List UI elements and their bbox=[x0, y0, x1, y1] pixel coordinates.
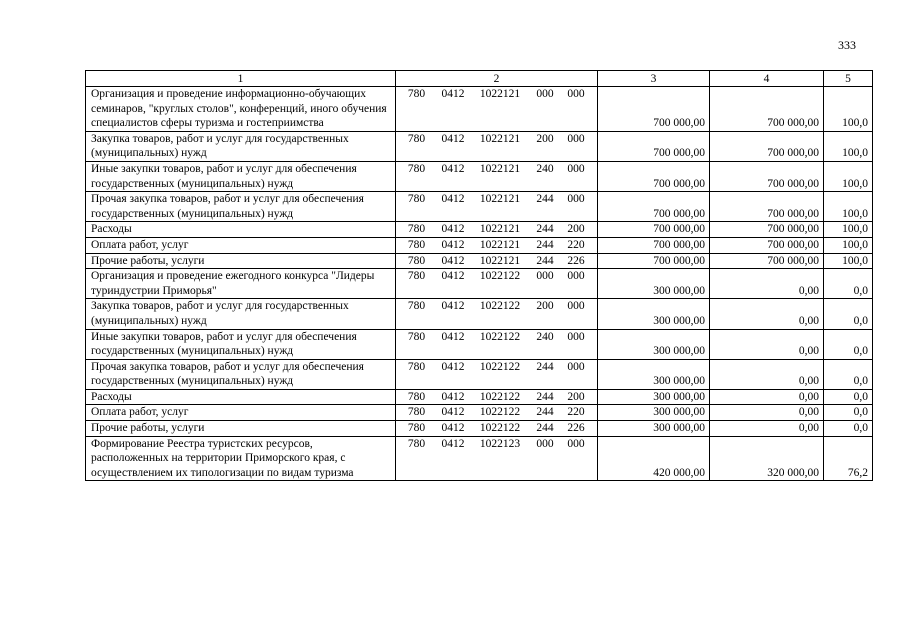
table-row bbox=[86, 436, 873, 481]
code-part-2: 0412 bbox=[441, 390, 465, 403]
row-code bbox=[396, 253, 598, 269]
executed-amount: 0,00 bbox=[710, 405, 824, 421]
code-part-5: 000 bbox=[567, 162, 585, 175]
execution-percent: 0,0 bbox=[824, 405, 873, 421]
execution-percent: 0,0 bbox=[824, 269, 873, 299]
code-part-2: 0412 bbox=[441, 132, 465, 145]
code-part-3: 1022121 bbox=[479, 132, 521, 145]
code-part-5: 226 bbox=[567, 422, 585, 435]
row-name: Прочая закупка товаров, работ и услуг для обеспечения государственных (муниципальных) нужд bbox=[86, 359, 396, 389]
code-part-4: 244 bbox=[536, 223, 554, 236]
execution-percent: 0,0 bbox=[824, 299, 873, 329]
approved-amount: 700 000,00 bbox=[598, 161, 710, 191]
budget-code bbox=[398, 87, 597, 102]
code-part-5: 000 bbox=[567, 330, 585, 343]
code-part-2: 0412 bbox=[441, 437, 465, 450]
row-name: Оплата работ, услуг bbox=[86, 237, 396, 253]
table-row bbox=[86, 329, 873, 359]
table-row bbox=[86, 421, 873, 437]
executed-amount: 700 000,00 bbox=[710, 222, 824, 238]
code-part-4: 244 bbox=[536, 422, 554, 435]
code-part-5: 000 bbox=[567, 132, 585, 145]
row-code bbox=[396, 299, 598, 329]
code-part-4: 244 bbox=[536, 254, 554, 267]
budget-code bbox=[398, 162, 597, 177]
row-name: Прочие работы, услуги bbox=[86, 421, 396, 437]
execution-percent: 76,2 bbox=[824, 436, 873, 481]
row-name: Организация и проведение ежегодного конкурса "Лидеры туриндустрии Приморья" bbox=[86, 269, 396, 299]
row-code bbox=[396, 237, 598, 253]
execution-percent: 0,0 bbox=[824, 389, 873, 405]
approved-amount: 300 000,00 bbox=[598, 269, 710, 299]
budget-code bbox=[398, 330, 597, 345]
row-name: Расходы bbox=[86, 222, 396, 238]
approved-amount: 700 000,00 bbox=[598, 192, 710, 222]
code-part-3: 1022121 bbox=[479, 238, 521, 251]
executed-amount: 700 000,00 bbox=[710, 253, 824, 269]
code-part-3: 1022122 bbox=[479, 330, 521, 343]
code-part-4: 244 bbox=[536, 238, 554, 251]
code-part-1: 780 bbox=[407, 132, 426, 145]
execution-percent: 0,0 bbox=[824, 421, 873, 437]
row-code bbox=[396, 405, 598, 421]
code-part-1: 780 bbox=[407, 193, 426, 206]
code-part-2: 0412 bbox=[441, 223, 465, 236]
row-name: Закупка товаров, работ и услуг для государственных (муниципальных) нужд bbox=[86, 299, 396, 329]
budget-code bbox=[398, 390, 597, 405]
column-header-5: 5 bbox=[824, 71, 873, 87]
code-part-4: 244 bbox=[536, 193, 554, 206]
row-name: Организация и проведение информационно-обучающих семинаров, "круглых столов", конференций, иного обучения специалистов сферы туризма и гостеприимства bbox=[86, 87, 396, 132]
approved-amount: 700 000,00 bbox=[598, 87, 710, 132]
code-part-3: 1022121 bbox=[479, 193, 521, 206]
table-row bbox=[86, 299, 873, 329]
code-part-2: 0412 bbox=[441, 254, 465, 267]
executed-amount: 700 000,00 bbox=[710, 131, 824, 161]
table-header-row bbox=[86, 71, 873, 87]
code-part-5: 000 bbox=[567, 270, 585, 283]
code-part-4: 244 bbox=[536, 390, 554, 403]
executed-amount: 320 000,00 bbox=[710, 436, 824, 481]
budget-code bbox=[398, 192, 597, 207]
row-code bbox=[396, 87, 598, 132]
approved-amount: 700 000,00 bbox=[598, 237, 710, 253]
code-part-3: 1022122 bbox=[479, 270, 521, 283]
approved-amount: 300 000,00 bbox=[598, 421, 710, 437]
code-part-2: 0412 bbox=[441, 422, 465, 435]
code-part-3: 1022123 bbox=[479, 437, 521, 450]
execution-percent: 100,0 bbox=[824, 87, 873, 132]
budget-code bbox=[398, 269, 597, 284]
execution-percent: 0,0 bbox=[824, 329, 873, 359]
approved-amount: 700 000,00 bbox=[598, 131, 710, 161]
budget-code bbox=[398, 437, 597, 452]
code-part-2: 0412 bbox=[441, 360, 465, 373]
code-part-5: 000 bbox=[567, 193, 585, 206]
table-row bbox=[86, 237, 873, 253]
budget-code bbox=[398, 360, 597, 375]
budget-code bbox=[398, 238, 597, 253]
execution-percent: 100,0 bbox=[824, 161, 873, 191]
code-part-4: 000 bbox=[536, 270, 554, 283]
row-name: Иные закупки товаров, работ и услуг для обеспечения государственных (муниципальных) нужд bbox=[86, 329, 396, 359]
column-header-4: 4 bbox=[710, 71, 824, 87]
code-part-4: 000 bbox=[536, 437, 554, 450]
code-part-5: 220 bbox=[567, 406, 585, 419]
code-part-4: 244 bbox=[536, 406, 554, 419]
budget-code bbox=[398, 299, 597, 314]
code-part-5: 220 bbox=[567, 238, 585, 251]
execution-percent: 100,0 bbox=[824, 192, 873, 222]
row-code bbox=[396, 222, 598, 238]
code-part-4: 240 bbox=[536, 162, 554, 175]
budget-code bbox=[398, 132, 597, 147]
execution-percent: 100,0 bbox=[824, 237, 873, 253]
execution-percent: 0,0 bbox=[824, 359, 873, 389]
approved-amount: 300 000,00 bbox=[598, 329, 710, 359]
approved-amount: 300 000,00 bbox=[598, 405, 710, 421]
table-row bbox=[86, 405, 873, 421]
code-part-3: 1022122 bbox=[479, 406, 521, 419]
code-part-1: 780 bbox=[407, 223, 426, 236]
table-row bbox=[86, 389, 873, 405]
code-part-1: 780 bbox=[407, 330, 426, 343]
code-part-2: 0412 bbox=[441, 162, 465, 175]
row-code bbox=[396, 131, 598, 161]
code-part-1: 780 bbox=[407, 238, 426, 251]
code-part-1: 780 bbox=[407, 360, 426, 373]
budget-code bbox=[398, 421, 597, 436]
code-part-2: 0412 bbox=[441, 238, 465, 251]
code-part-1: 780 bbox=[407, 254, 426, 267]
row-code bbox=[396, 192, 598, 222]
code-part-5: 200 bbox=[567, 223, 585, 236]
execution-percent: 100,0 bbox=[824, 131, 873, 161]
executed-amount: 0,00 bbox=[710, 269, 824, 299]
code-part-4: 244 bbox=[536, 360, 554, 373]
code-part-1: 780 bbox=[407, 270, 426, 283]
code-part-1: 780 bbox=[407, 162, 426, 175]
column-header-3: 3 bbox=[598, 71, 710, 87]
executed-amount: 0,00 bbox=[710, 389, 824, 405]
code-part-3: 1022122 bbox=[479, 300, 521, 313]
code-part-5: 000 bbox=[567, 437, 585, 450]
budget-code bbox=[398, 405, 597, 420]
code-part-1: 780 bbox=[407, 437, 426, 450]
code-part-1: 780 bbox=[407, 406, 426, 419]
code-part-1: 780 bbox=[407, 88, 426, 100]
table-row bbox=[86, 253, 873, 269]
execution-percent: 100,0 bbox=[824, 253, 873, 269]
code-part-4: 000 bbox=[536, 88, 554, 100]
row-name: Оплата работ, услуг bbox=[86, 405, 396, 421]
code-part-1: 780 bbox=[407, 390, 426, 403]
code-part-5: 000 bbox=[567, 360, 585, 373]
executed-amount: 700 000,00 bbox=[710, 161, 824, 191]
budget-code bbox=[398, 222, 597, 237]
executed-amount: 700 000,00 bbox=[710, 237, 824, 253]
approved-amount: 700 000,00 bbox=[598, 253, 710, 269]
approved-amount: 300 000,00 bbox=[598, 389, 710, 405]
code-part-3: 1022121 bbox=[479, 254, 521, 267]
row-code bbox=[396, 436, 598, 481]
code-part-5: 200 bbox=[567, 390, 585, 403]
row-code bbox=[396, 359, 598, 389]
executed-amount: 0,00 bbox=[710, 329, 824, 359]
code-part-4: 240 bbox=[536, 330, 554, 343]
table-row bbox=[86, 161, 873, 191]
execution-percent: 100,0 bbox=[824, 222, 873, 238]
executed-amount: 0,00 bbox=[710, 299, 824, 329]
code-part-3: 1022122 bbox=[479, 360, 521, 373]
row-code bbox=[396, 161, 598, 191]
executed-amount: 700 000,00 bbox=[710, 192, 824, 222]
row-code bbox=[396, 421, 598, 437]
row-code bbox=[396, 329, 598, 359]
page-number: 333 bbox=[838, 38, 856, 52]
row-code bbox=[396, 269, 598, 299]
approved-amount: 300 000,00 bbox=[598, 359, 710, 389]
table-row bbox=[86, 269, 873, 299]
code-part-1: 780 bbox=[407, 422, 426, 435]
table-row bbox=[86, 222, 873, 238]
code-part-3: 1022121 bbox=[479, 223, 521, 236]
row-name: Иные закупки товаров, работ и услуг для обеспечения государственных (муниципальных) нужд bbox=[86, 161, 396, 191]
column-header-1: 1 bbox=[86, 71, 396, 87]
code-part-5: 226 bbox=[567, 254, 585, 267]
code-part-2: 0412 bbox=[441, 406, 465, 419]
table-row bbox=[86, 87, 873, 132]
code-part-4: 200 bbox=[536, 132, 554, 145]
code-part-3: 1022121 bbox=[479, 88, 521, 100]
table-row bbox=[86, 192, 873, 222]
table-row bbox=[86, 359, 873, 389]
approved-amount: 700 000,00 bbox=[598, 222, 710, 238]
budget-table bbox=[85, 70, 873, 481]
column-header-2: 2 bbox=[396, 71, 598, 87]
approved-amount: 300 000,00 bbox=[598, 299, 710, 329]
row-name: Прочая закупка товаров, работ и услуг для обеспечения государственных (муниципальных) нужд bbox=[86, 192, 396, 222]
code-part-4: 200 bbox=[536, 300, 554, 313]
code-part-2: 0412 bbox=[441, 270, 465, 283]
code-part-5: 000 bbox=[567, 300, 585, 313]
row-code bbox=[396, 389, 598, 405]
row-name: Закупка товаров, работ и услуг для государственных (муниципальных) нужд bbox=[86, 131, 396, 161]
executed-amount: 700 000,00 bbox=[710, 87, 824, 132]
code-part-1: 780 bbox=[407, 300, 426, 313]
budget-code bbox=[398, 254, 597, 269]
executed-amount: 0,00 bbox=[710, 421, 824, 437]
code-part-3: 1022121 bbox=[479, 162, 521, 175]
code-part-2: 0412 bbox=[441, 300, 465, 313]
approved-amount: 420 000,00 bbox=[598, 436, 710, 481]
executed-amount: 0,00 bbox=[710, 359, 824, 389]
code-part-2: 0412 bbox=[441, 88, 465, 100]
code-part-3: 1022122 bbox=[479, 422, 521, 435]
code-part-3: 1022122 bbox=[479, 390, 521, 403]
row-name: Расходы bbox=[86, 389, 396, 405]
row-name: Формирование Реестра туристских ресурсов, расположенных на территории Приморского края, с осуществлением их типологизации по видам туризма bbox=[86, 436, 396, 481]
code-part-2: 0412 bbox=[441, 330, 465, 343]
code-part-2: 0412 bbox=[441, 193, 465, 206]
code-part-5: 000 bbox=[567, 88, 585, 100]
table-row bbox=[86, 131, 873, 161]
row-name: Прочие работы, услуги bbox=[86, 253, 396, 269]
